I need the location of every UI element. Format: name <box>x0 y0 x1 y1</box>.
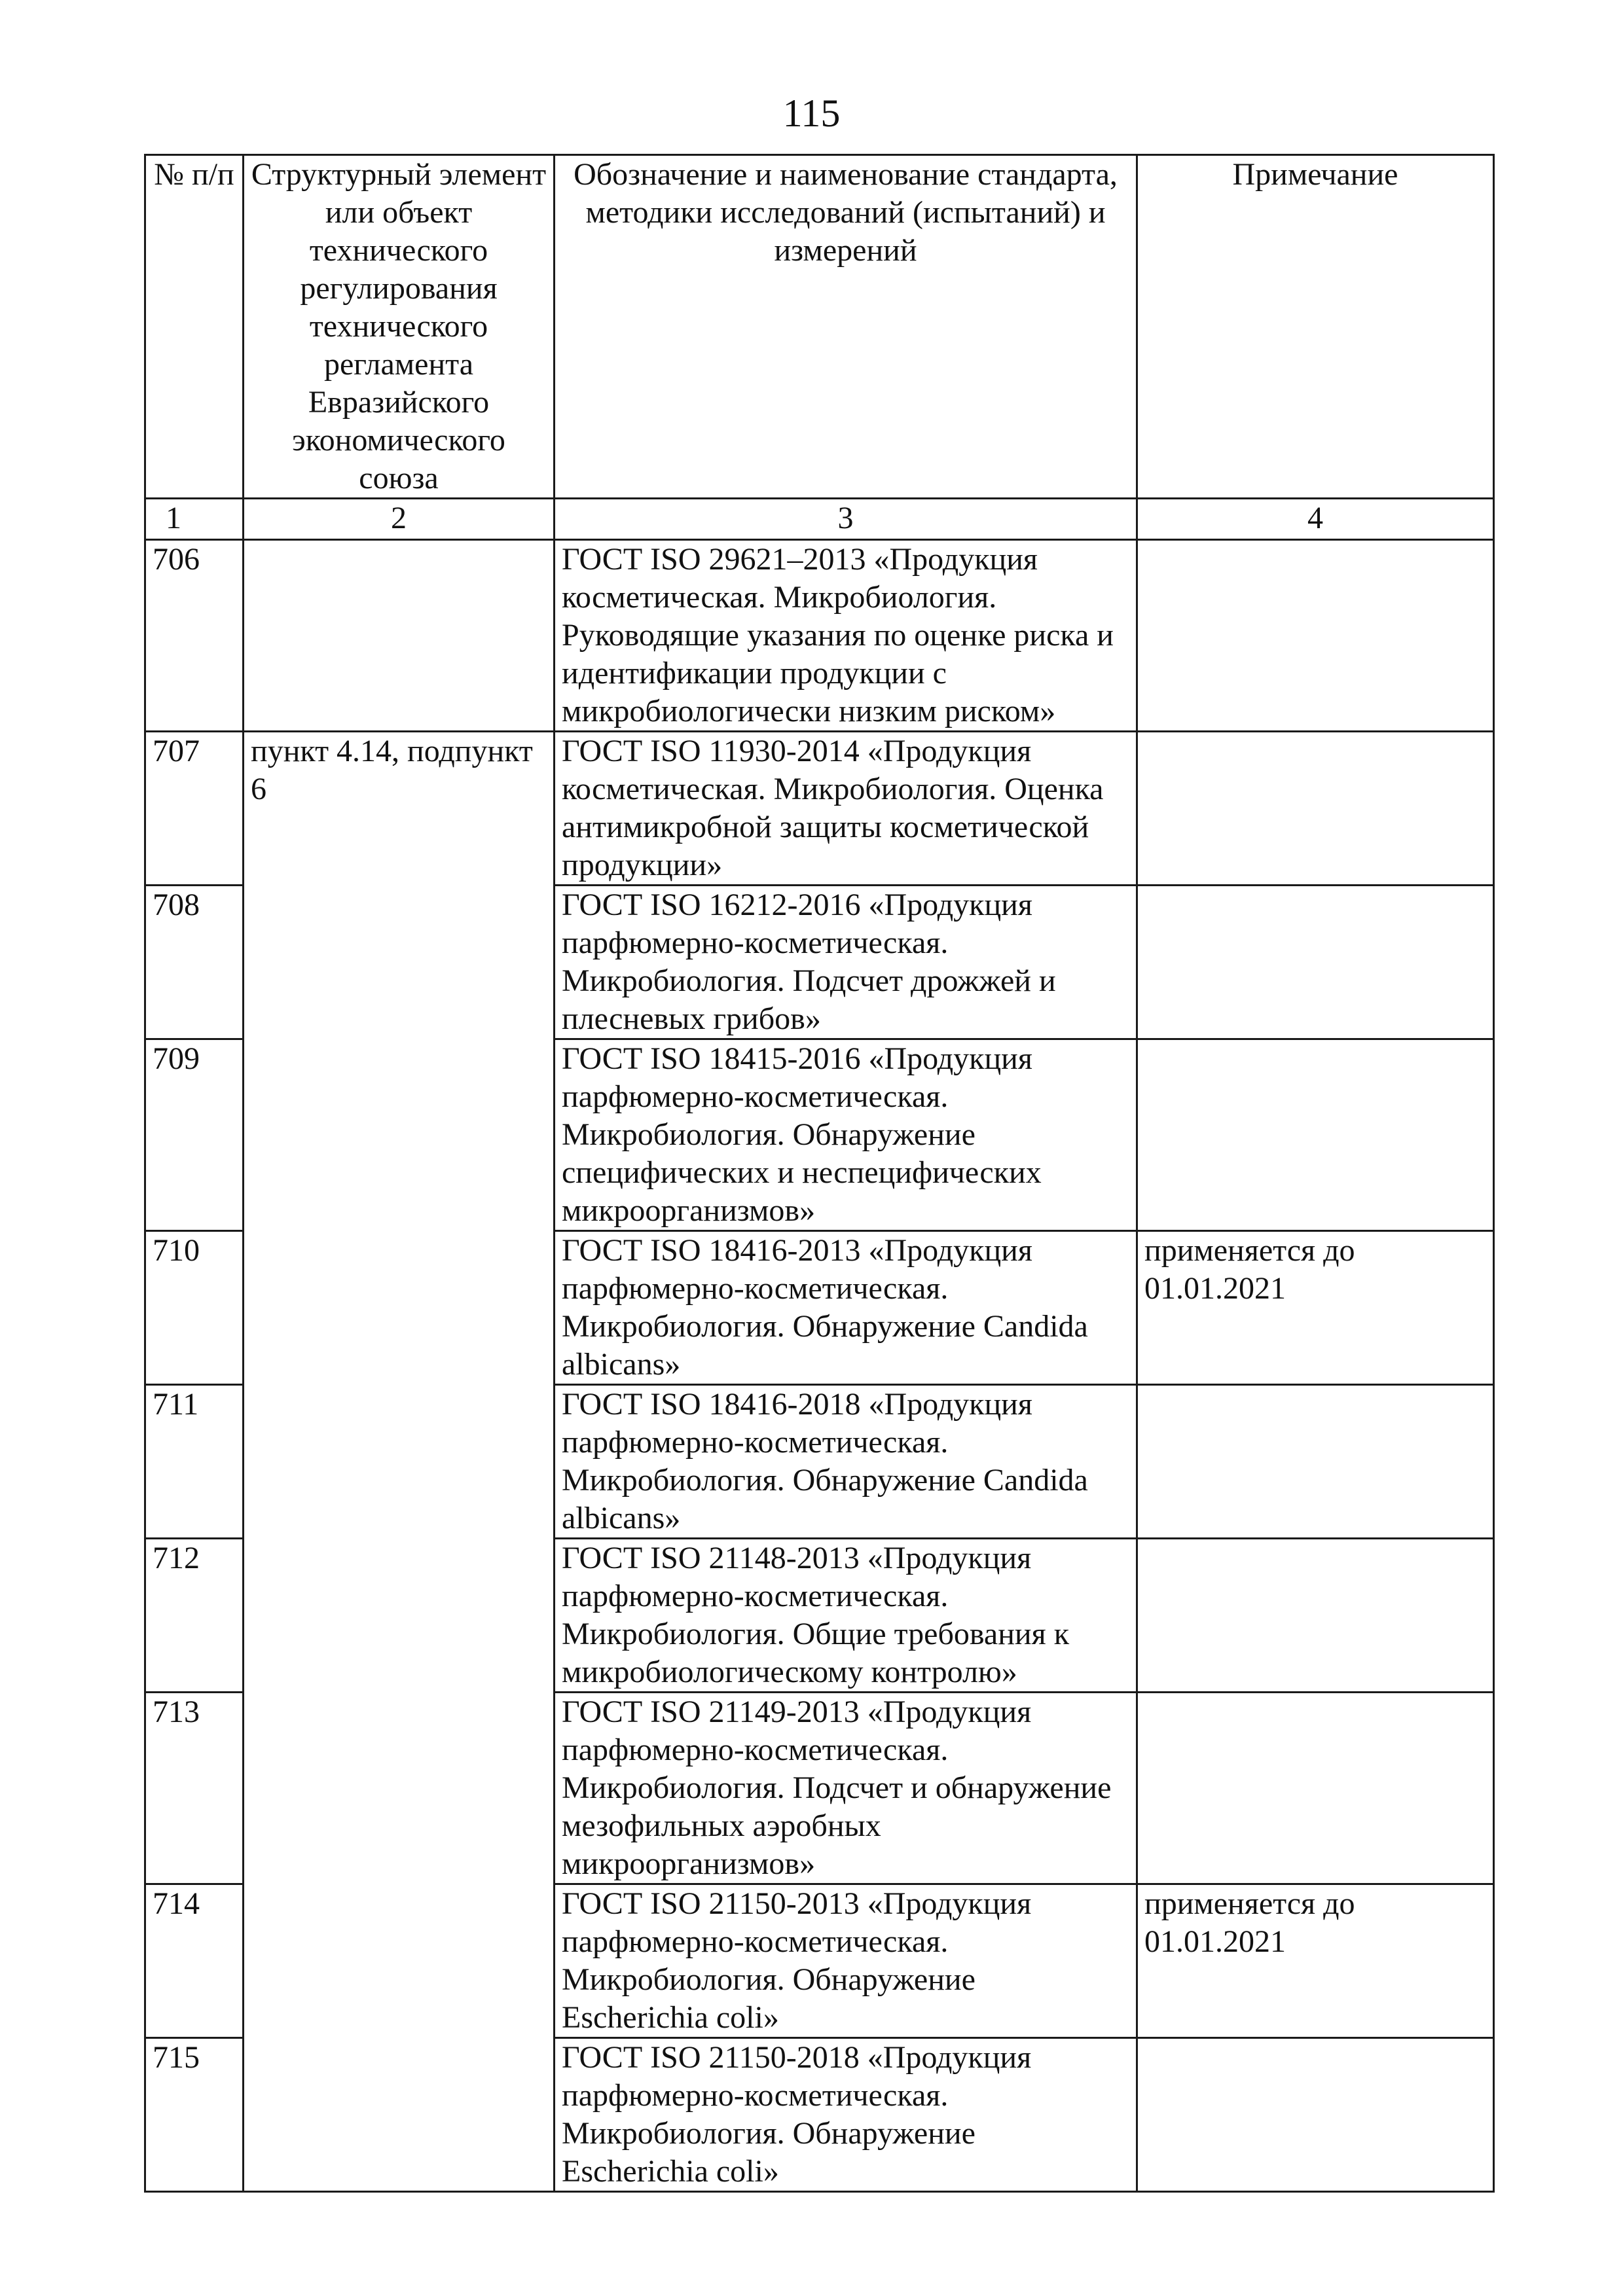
table-header-row <box>145 155 1494 499</box>
page-number: 115 <box>782 92 841 135</box>
row-standard: ГОСТ ISO 18416-2018 «Продукция парфюмерно-косметическая. Микробиология. Обнаружение Candida albicans» <box>555 1385 1137 1539</box>
header-number: № п/п <box>145 155 244 499</box>
table-row <box>145 732 1494 886</box>
row-number: 706 <box>145 540 244 732</box>
row-element <box>244 540 555 732</box>
row-standard: ГОСТ ISO 29621–2013 «Продукция косметическая. Микробиология. Руководящие указания по оценке риска и идентификации продукции с микробиологически низким риском» <box>555 540 1137 732</box>
row-note <box>1137 886 1494 1039</box>
row-number: 708 <box>145 886 244 1039</box>
row-standard: ГОСТ ISO 21148-2013 «Продукция парфюмерно-косметическая. Микробиология. Общие требования к микробиологическому контролю» <box>555 1539 1137 1693</box>
row-element: пункт 4.14, подпункт 6 <box>244 732 555 2192</box>
row-note: применяется до 01.01.2021 <box>1137 1884 1494 2038</box>
column-number: 1 <box>145 499 244 540</box>
row-number: 712 <box>145 1539 244 1693</box>
column-number-row <box>145 499 1494 540</box>
header-element: Структурный элемент или объект технического регулирования технического регламента Евразийского экономического союза <box>244 155 555 499</box>
row-number: 714 <box>145 1884 244 2038</box>
column-number: 3 <box>555 499 1137 540</box>
row-number: 707 <box>145 732 244 886</box>
row-standard: ГОСТ ISO 21150-2013 «Продукция парфюмерно-косметическая. Микробиология. Обнаружение Escherichia coli» <box>555 1884 1137 2038</box>
row-number: 711 <box>145 1385 244 1539</box>
row-note <box>1137 1385 1494 1539</box>
row-note <box>1137 1039 1494 1231</box>
row-number: 710 <box>145 1231 244 1385</box>
row-standard: ГОСТ ISO 16212-2016 «Продукция парфюмерно-косметическая. Микробиология. Подсчет дрожжей и плесневых грибов» <box>555 886 1137 1039</box>
row-note <box>1137 1539 1494 1693</box>
column-number: 4 <box>1137 499 1494 540</box>
row-number: 709 <box>145 1039 244 1231</box>
header-note: Примечание <box>1137 155 1494 499</box>
table-row <box>145 540 1494 732</box>
row-standard: ГОСТ ISO 21149-2013 «Продукция парфюмерно-косметическая. Микробиология. Подсчет и обнаружение мезофильных аэробных микроорганизмов» <box>555 1693 1137 1884</box>
row-number: 715 <box>145 2038 244 2192</box>
row-standard: ГОСТ ISO 18415-2016 «Продукция парфюмерно-косметическая. Микробиология. Обнаружение специфических и неспецифических микроорганизмов» <box>555 1039 1137 1231</box>
column-number: 2 <box>244 499 555 540</box>
row-standard: ГОСТ ISO 18416-2013 «Продукция парфюмерно-косметическая. Микробиология. Обнаружение Candida albicans» <box>555 1231 1137 1385</box>
row-standard: ГОСТ ISO 11930-2014 «Продукция косметическая. Микробиология. Оценка антимикробной защиты косметической продукции» <box>555 732 1137 886</box>
row-note: применяется до 01.01.2021 <box>1137 1231 1494 1385</box>
row-note <box>1137 540 1494 732</box>
row-note <box>1137 2038 1494 2192</box>
row-note <box>1137 1693 1494 1884</box>
row-number: 713 <box>145 1693 244 1884</box>
row-note <box>1137 732 1494 886</box>
standards-table <box>144 154 1495 2193</box>
row-standard: ГОСТ ISO 21150-2018 «Продукция парфюмерно-косметическая. Микробиология. Обнаружение Escherichia coli» <box>555 2038 1137 2192</box>
header-standard: Обозначение и наименование стандарта, методики исследований (испытаний) и измерений <box>555 155 1137 499</box>
